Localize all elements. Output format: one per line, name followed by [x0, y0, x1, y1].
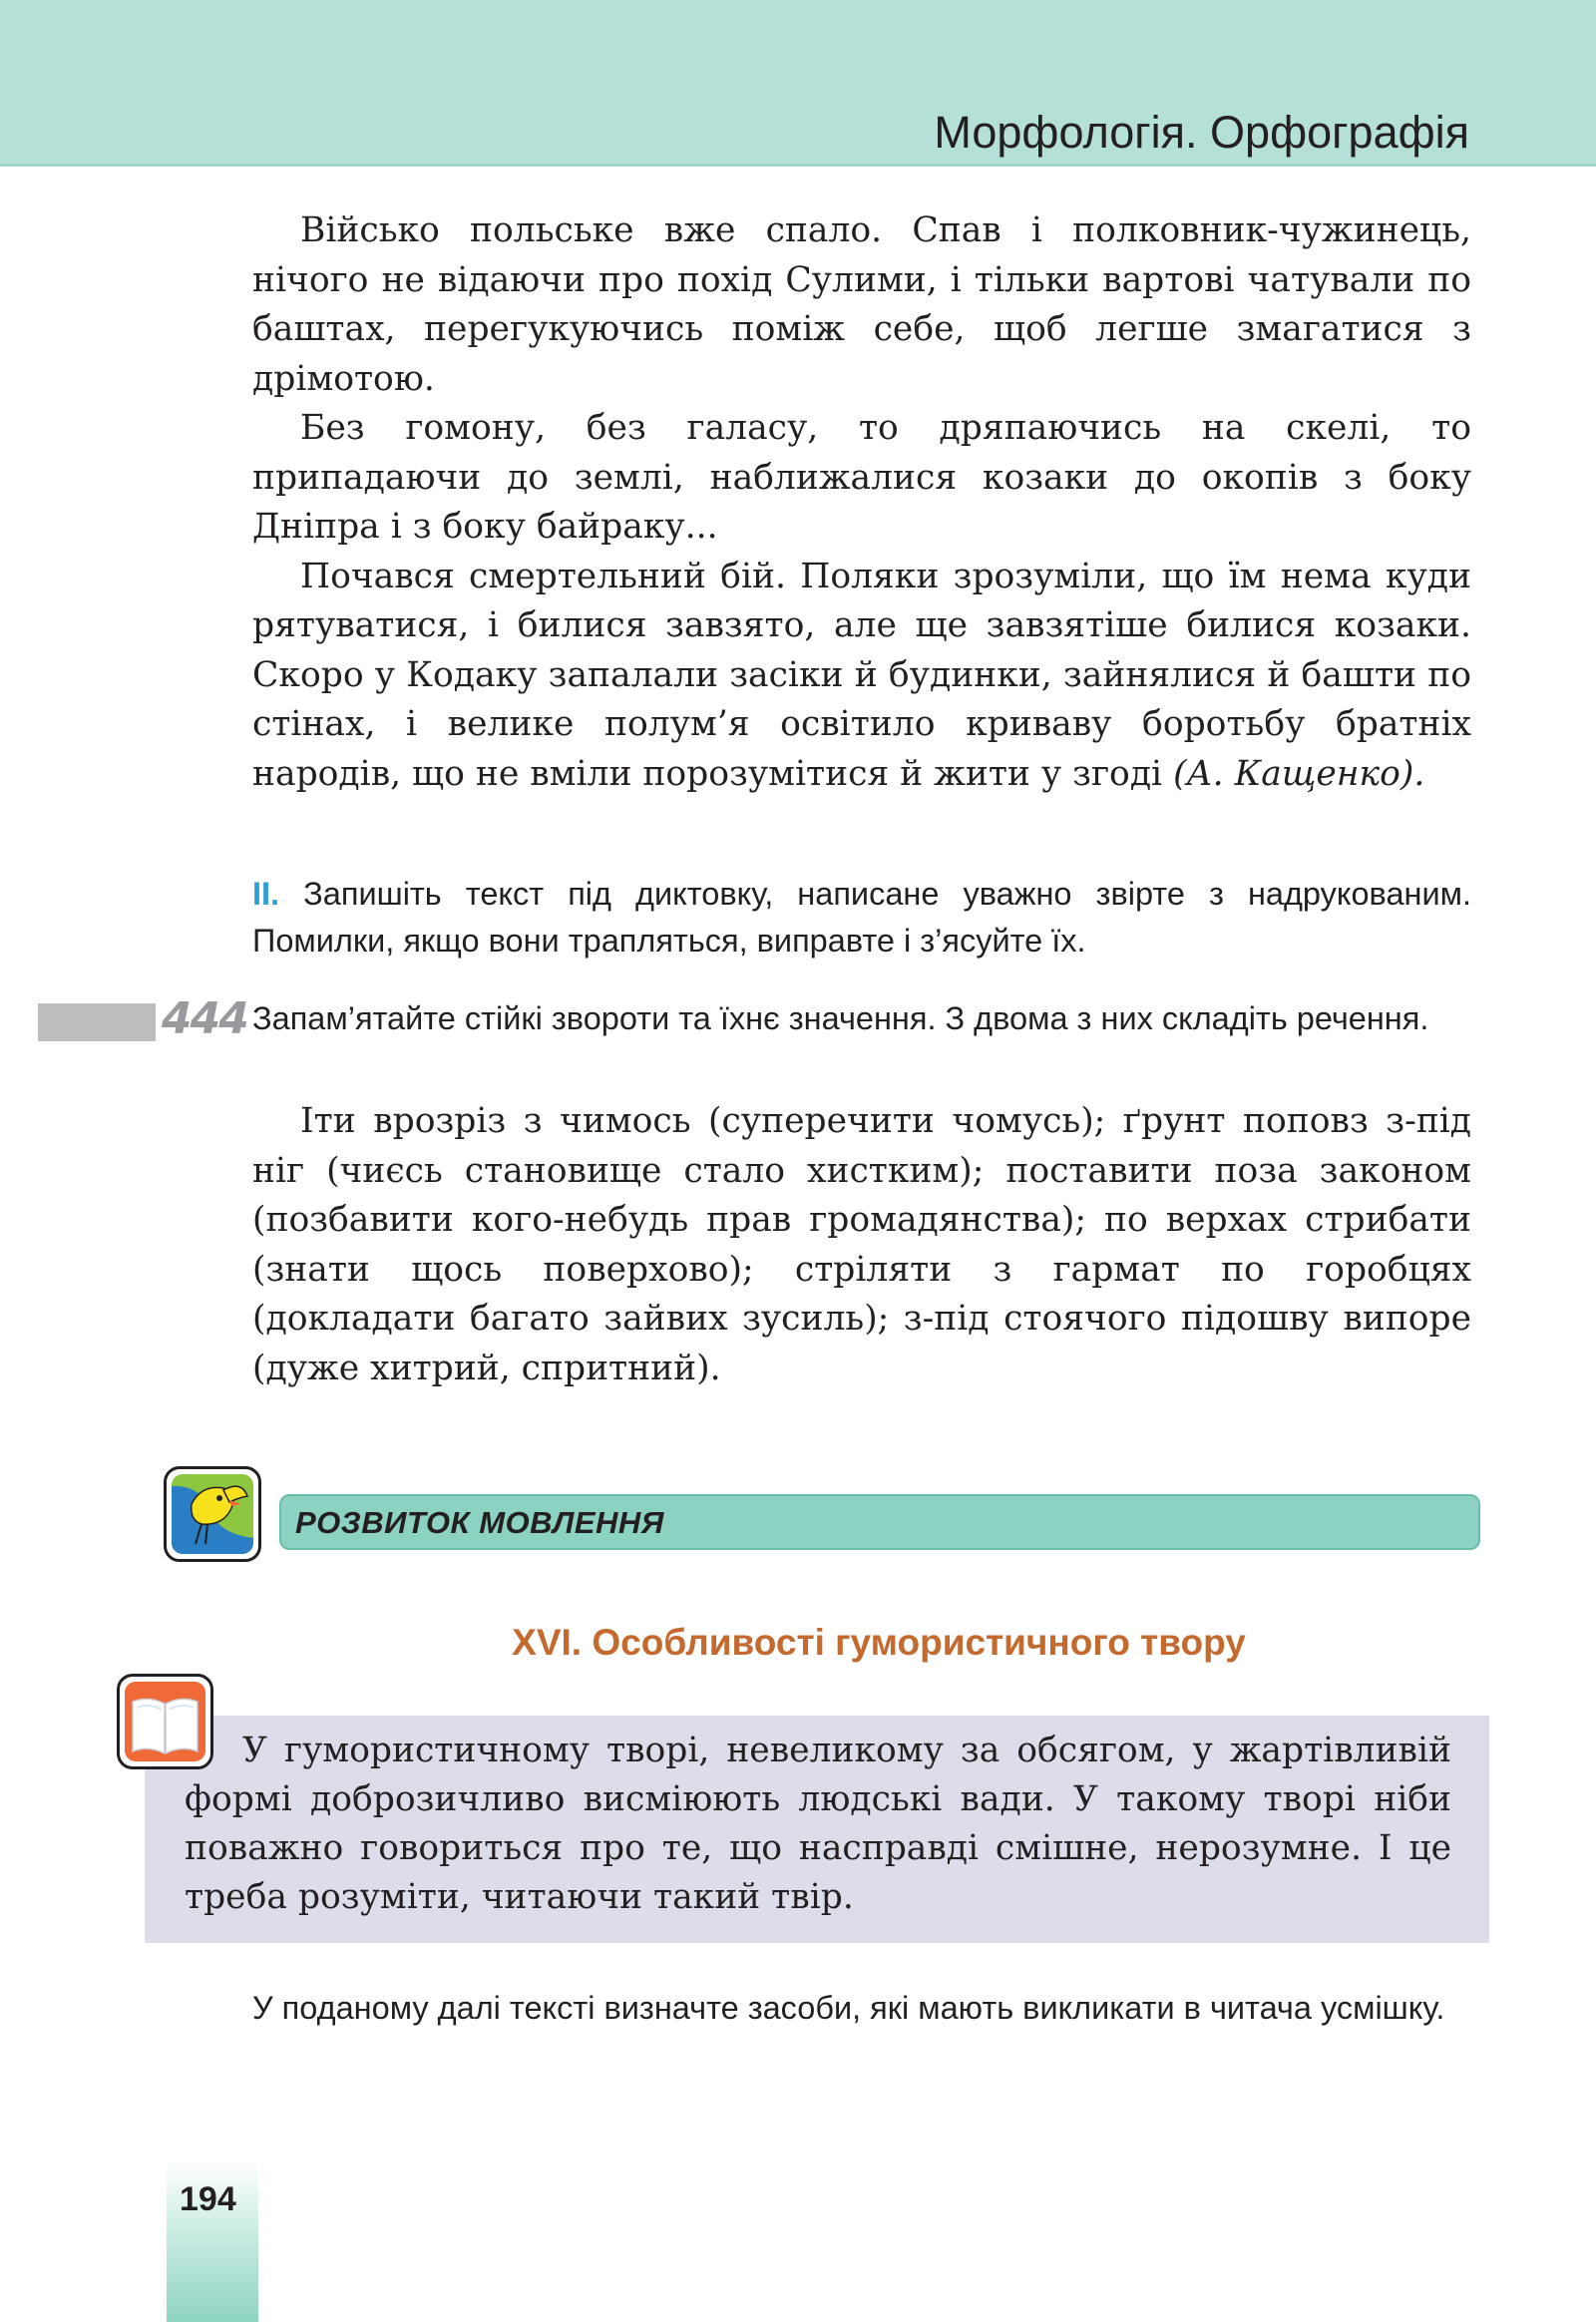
exercise-text-block [252, 1097, 1471, 1393]
text-passage [252, 206, 1471, 799]
task-ii-text: Запишіть текст під диктовку, написане уважно звірте з надрукованим. Помилки, якщо вони трапляться, виправте і з’ясуйте їх. [252, 876, 1471, 959]
section-title-text: XVI. Особливості гумористичного твору [512, 1622, 1246, 1663]
passage-paragraph-1: Військо польське вже спало. Спав і полковник-чужинець, нічого не відаючи про похід Сулими, і тільки вартові чатували по баштах, перегукуючись поміж себе, щоб легше змагатися з дрімотою. [252, 210, 1471, 399]
section-title [0, 1622, 1596, 1664]
final-task-text: У поданому далі тексті визначте засоби, які мають викликати в читача усмішку. [252, 1990, 1445, 2026]
page-header-title: Морфологія. Орфографія [934, 107, 1469, 158]
task-ii-number: II. [252, 876, 280, 912]
passage-author: (А. Кащенко). [1173, 753, 1425, 794]
page-number: 194 [180, 2180, 236, 2218]
exercise-instruction: Запам’ятайте стійкі звороти та їхнє значення. З двома з них складіть речення. [252, 1000, 1429, 1036]
speech-development-icon [164, 1466, 261, 1562]
passage-paragraph-3-text: Почався смертельний бій. Поляки зрозуміли, що їм нема куди рятуватися, і билися завзято, але ще завзятіше билися козаки. Скоро у Кодаку запалали засіки й будинки, зайнялися й башти по стінах, і велике полум’я освітило криваву боротьбу братніх народів, що не вміли порозумітися й жити у згоді [252, 556, 1471, 794]
section-banner [279, 1494, 1480, 1550]
task-ii [252, 871, 1471, 965]
passage-paragraph-2: Без гомону, без галасу, то дряпаючись на скелі, то припадаючи до землі, наближалися козаки до окопів з боку Дніпра і з боку байраку... [252, 408, 1471, 547]
exercise-text: Іти врозріз з чимось (суперечити чомусь); ґрунт поповз з-під ніг (чиєсь становище стало хистким); поставити поза законом (позбавити кого-небудь прав громадянства); по верхах стрибати (знати щось поверхово); стріляти з гармат по горобцях (докладати багато зайвих зусиль); з-під стоячого підошву випоре (дуже хитрий, спритний). [252, 1101, 1471, 1388]
rule-text: У гумористичному творі, невеликому за обсягом, у жартівливій формі доброзичливо висміюють людські вади. У такому творі ніби поважно говориться про те, що насправді смішне, нерозумне. І це треба розуміти, читаючи такий твір. [185, 1731, 1451, 1917]
passage-paragraph-3 [252, 553, 1471, 800]
rule-text-block [185, 1727, 1451, 1922]
exercise-number: 444 [162, 993, 247, 1044]
exercise-marker-bar [38, 1003, 156, 1041]
bird-icon [172, 1474, 253, 1554]
section-banner-label: РОЗВИТОК МОВЛЕННЯ [295, 1505, 664, 1540]
